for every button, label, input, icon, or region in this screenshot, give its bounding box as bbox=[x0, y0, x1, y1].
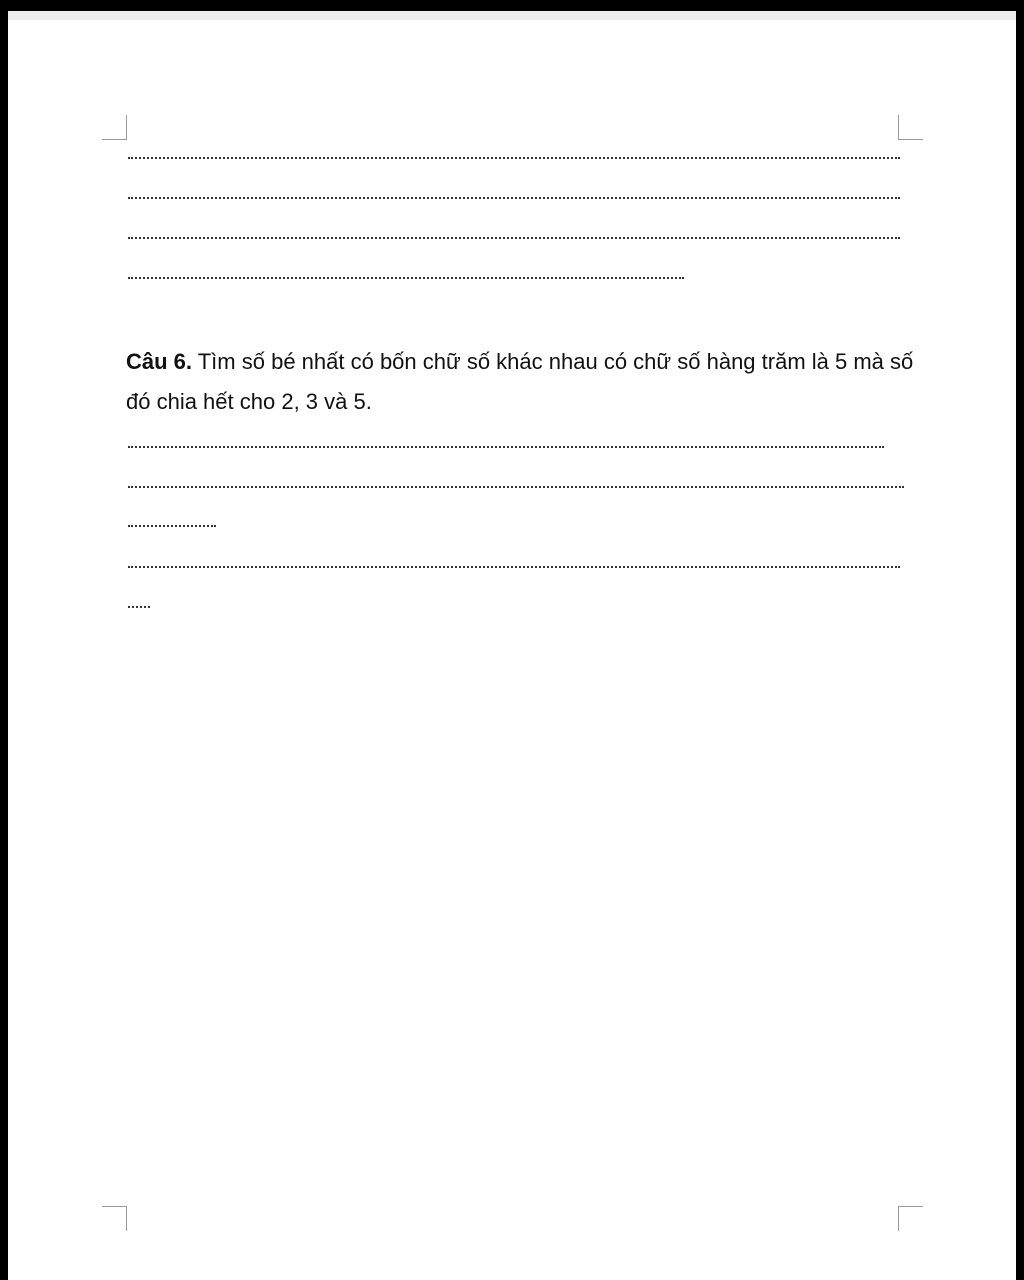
answer-line bbox=[128, 566, 900, 568]
answer-line bbox=[128, 525, 216, 527]
document-page[interactable] bbox=[8, 11, 1016, 1280]
answer-line bbox=[128, 197, 900, 199]
answer-line bbox=[128, 277, 684, 279]
margin-corner-bottom-left bbox=[102, 1206, 127, 1231]
question-label: Câu 6. bbox=[126, 349, 193, 374]
margin-corner-top-right bbox=[898, 115, 923, 140]
question-text: Tìm số bé nhất có bốn chữ số khác nhau có chữ số hàng trăm là 5 mà số đó chia hết cho 2, 3 và 5. bbox=[126, 349, 914, 414]
margin-corner-bottom-right bbox=[898, 1206, 923, 1231]
answer-line bbox=[128, 606, 150, 608]
answer-line bbox=[128, 157, 900, 159]
answer-line bbox=[128, 446, 884, 448]
answer-line bbox=[128, 237, 900, 239]
answer-line bbox=[128, 486, 904, 488]
margin-corner-top-left bbox=[102, 115, 127, 140]
question-6 bbox=[126, 342, 916, 422]
page-top-edge bbox=[8, 11, 1016, 20]
